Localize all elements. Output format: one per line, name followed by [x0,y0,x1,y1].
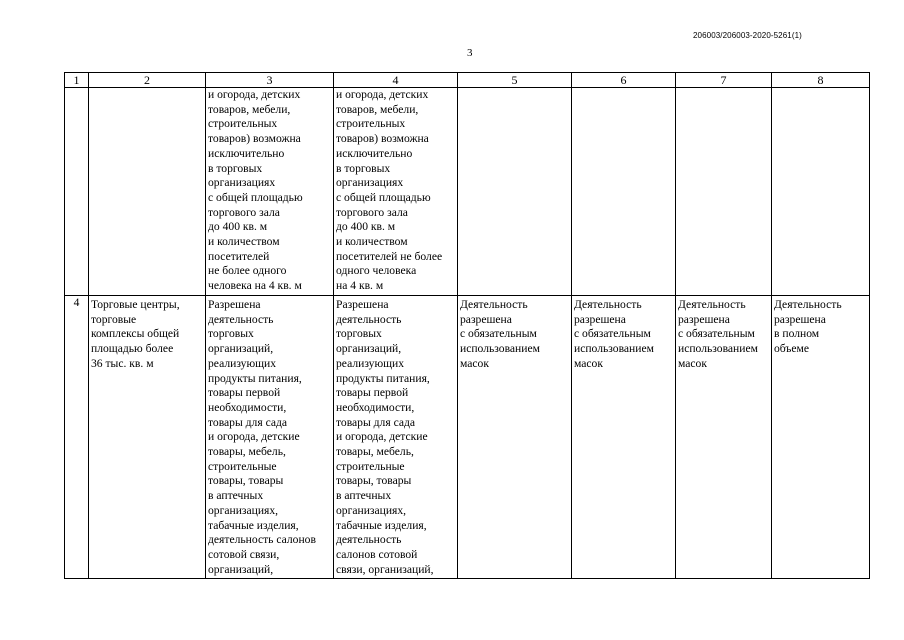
row-number-cell: 4 [65,296,89,579]
rules-cell [772,88,870,296]
cell-text-line: торговых [208,327,254,341]
cell-text-line: Торговые центры, [91,298,180,311]
cell-text-line: разрешена [574,312,626,326]
column-header: 8 [772,73,870,88]
cell-text-line: исключительно [208,146,285,160]
cell-text-line: масок [574,356,603,370]
cell-text-line: строительные [208,459,277,473]
cell-text-line: с общей площадью [208,190,303,204]
cell-text-line: строительных [208,117,278,131]
cell-text-line: и количеством [208,235,280,249]
rules-cell [772,296,870,579]
cell-text-line: деятельность салонов [208,533,316,547]
column-header: 4 [334,73,458,88]
cell-text-line: продукты питания, [336,371,430,385]
cell-text-line: человека на 4 кв. м [208,279,302,293]
rules-cell [206,88,334,296]
cell-text-line: и огорода, детские [336,430,428,444]
cell-text-line: товары для сада [208,415,288,429]
cell-text-line: до 400 кв. м [336,220,396,234]
cell-text-line: Деятельность [574,298,642,311]
cell-text-line: торговых [336,327,382,341]
cell-text-line: исключительно [336,146,413,160]
cell-text-line: Деятельность [678,298,746,311]
cell-text-line: организаций, [336,342,402,356]
table-row [65,296,870,579]
cell-text-line: строительных [336,117,406,131]
cell-text-line: деятельность [208,312,274,326]
cell-text-line: в полном [774,327,820,341]
cell-text-line: Разрешена [336,298,389,311]
cell-text-line: разрешена [678,312,730,326]
rules-cell [572,88,676,296]
cell-text-line: товары, товары [208,474,284,488]
cell-text-line: 36 тыс. кв. м [91,356,154,370]
cell-text-line: товары для сада [336,415,416,429]
rules-cell [458,296,572,579]
cell-text-line: разрешена [774,312,826,326]
cell-text-line: в торговых [208,161,263,175]
column-header: 5 [458,73,572,88]
cell-text-line: торгового зала [336,205,408,219]
rules-cell [334,296,458,579]
column-header: 1 [65,73,89,88]
cell-text-line: товаров, мебели, [336,102,419,116]
cell-text-line: использованием [678,342,758,356]
cell-text-line: Деятельность [460,298,528,311]
table-header-row [65,73,870,88]
cell-text-line: торгового зала [208,205,280,219]
cell-text-line: необходимости, [208,400,287,414]
cell-text-line: и количеством [336,235,408,249]
cell-text-line: и огорода, детских [336,88,429,101]
cell-text-line: с общей площадью [336,190,431,204]
cell-text-line: одного человека [336,264,417,278]
cell-text-line: не более одного [208,264,287,278]
cell-text-line: Деятельность [774,298,842,311]
cell-text-line: и огорода, детские [208,430,300,444]
cell-text-line: торговые [91,312,137,326]
cell-text-line: с обязательным [574,327,651,341]
cell-text-line: использованием [574,342,654,356]
cell-text-line: посетителей не более [336,249,443,263]
page-number: 3 [467,47,473,59]
cell-text-line: разрешена [460,312,512,326]
cell-text-line: связи, организаций, [336,562,434,576]
cell-text-line: масок [678,356,707,370]
cell-text-line: товары первой [208,386,281,400]
cell-text-line: на 4 кв. м [336,279,384,293]
row-number-cell [65,88,89,296]
cell-text-line: товаров) возможна [336,132,429,146]
cell-text-line: организациях [336,176,404,190]
cell-text-line: организаций, [208,562,274,576]
cell-text-line: организаций, [208,342,274,356]
object-type-cell [89,88,206,296]
cell-text-line: с обязательным [460,327,537,341]
cell-text-line: площадью более [91,342,174,356]
rules-cell [572,296,676,579]
cell-text-line: сотовой связи, [208,547,280,561]
document-id: 206003/206003-2020-5261(1) [693,31,802,40]
cell-text-line: продукты питания, [208,371,302,385]
cell-text-line: товары, товары [336,474,412,488]
cell-text-line: до 400 кв. м [208,220,268,234]
cell-text-line: в аптечных [336,489,392,503]
cell-text-line: табачные изделия, [208,518,299,532]
object-type-cell [89,296,206,579]
cell-text-line: Разрешена [208,298,261,311]
column-header: 3 [206,73,334,88]
regulation-table [64,72,870,579]
cell-text-line: комплексы общей [91,327,180,341]
cell-text-line: реализующих [208,356,277,370]
column-header: 2 [89,73,206,88]
column-header: 6 [572,73,676,88]
cell-text-line: с обязательным [678,327,755,341]
cell-text-line: организациях, [208,503,279,517]
cell-text-line: товаров) возможна [208,132,301,146]
cell-text-line: деятельность [336,312,402,326]
cell-text-line: организациях [208,176,276,190]
cell-text-line: в торговых [336,161,391,175]
rules-cell [334,88,458,296]
cell-text-line: салонов сотовой [336,547,418,561]
cell-text-line: реализующих [336,356,405,370]
cell-text-line: товары первой [336,386,409,400]
column-header: 7 [676,73,772,88]
rules-cell [458,88,572,296]
rules-cell [676,88,772,296]
cell-text-line: табачные изделия, [336,518,427,532]
cell-text-line: товары, мебель, [336,445,414,459]
rules-cell [206,296,334,579]
cell-text-line: посетителей [208,249,270,263]
table-row [65,88,870,296]
cell-text-line: товары, мебель, [208,445,286,459]
cell-text-line: необходимости, [336,400,415,414]
cell-text-line: товаров, мебели, [208,102,291,116]
cell-text-line: строительные [336,459,405,473]
cell-text-line: организациях, [336,503,407,517]
cell-text-line: использованием [460,342,540,356]
cell-text-line: в аптечных [208,489,264,503]
cell-text-line: масок [460,356,489,370]
rules-cell [676,296,772,579]
cell-text-line: деятельность [336,533,402,547]
cell-text-line: и огорода, детских [208,88,301,101]
cell-text-line: объеме [774,342,810,356]
